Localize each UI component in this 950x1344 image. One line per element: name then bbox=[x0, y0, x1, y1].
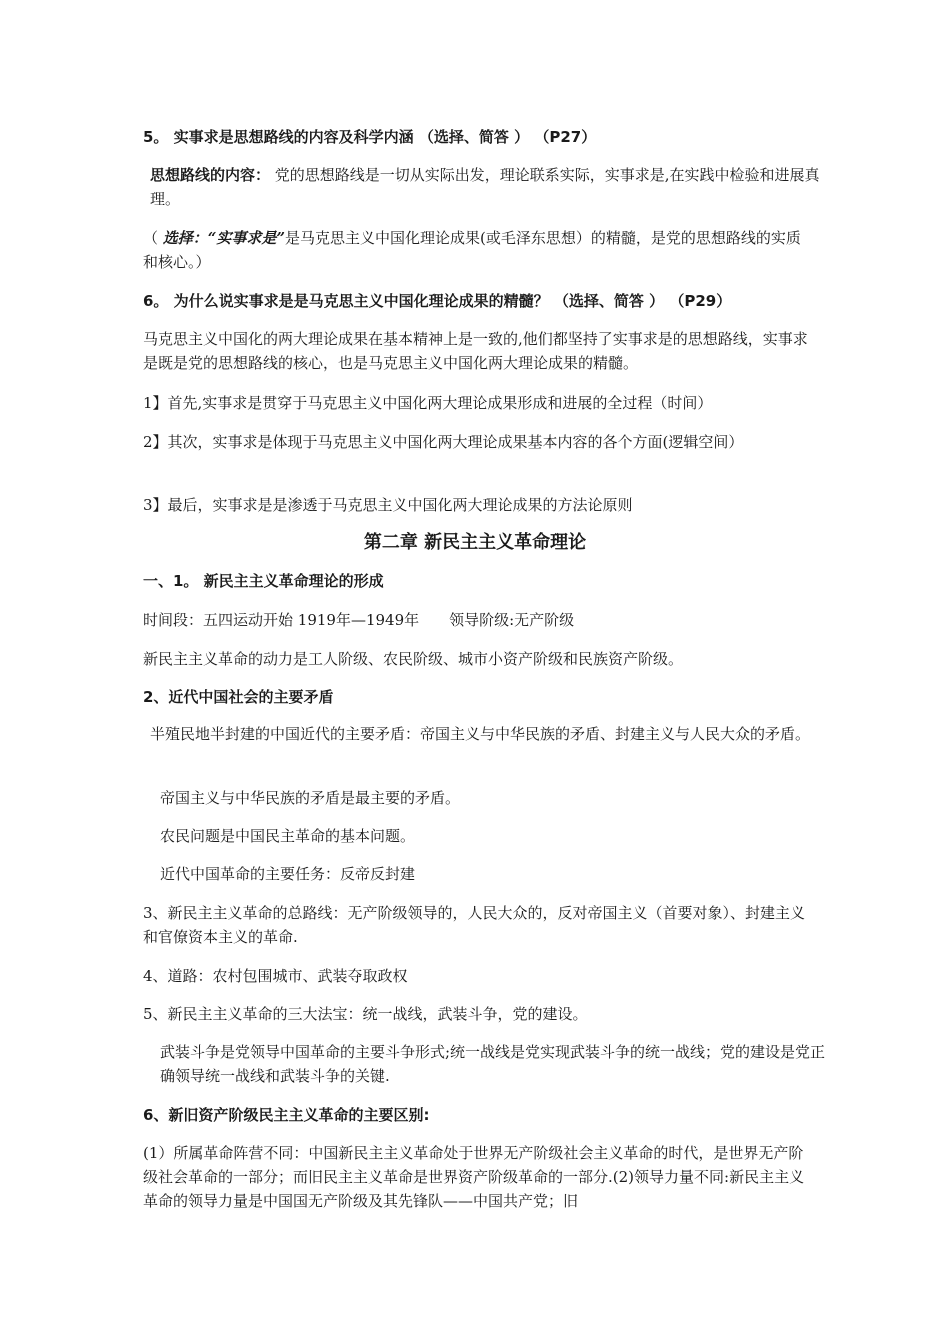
section-6-intro: 马克思主义中国化的两大理论成果在基本精神上是一致的,他们都坚持了实事求是的思想路线，实事求是既是党的思想路线的核心，也是马克思主义中国化两大理论成果的精髓。 bbox=[143, 330, 808, 372]
leading-class: 领导阶级:无产阶级 bbox=[449, 611, 575, 629]
time-range: 时间段：五四运动开始 1919年—1949年 bbox=[143, 611, 420, 629]
chapter-2-s2-p1: 半殖民地半封建的中国近代的主要矛盾：帝国主义与中华民族的矛盾、封建主义与人民大众的矛盾。 bbox=[150, 725, 811, 743]
chapter-2-s1-heading: 一、1。 新民主主义革命理论的形成 bbox=[143, 572, 384, 590]
chapter-2-s5-paragraph: 武装斗争是党领导中国革命的主要斗争形式;统一战线是党实现武装斗争的统一战线；党的建设是党正确领导统一战线和武装斗争的关键. bbox=[160, 1043, 826, 1085]
chapter-2-s2-p4: 近代中国革命的主要任务：反帝反封建 bbox=[160, 865, 416, 883]
chapter-2-s4: 4、道路：农村包围城市、武装夺取政权 bbox=[143, 967, 408, 985]
section-5-choice-note bbox=[143, 226, 813, 274]
chapter-2-s6-heading: 6、新旧资产阶级民主主义革命的主要区别: bbox=[143, 1106, 430, 1124]
chapter-2-s1-time bbox=[143, 608, 813, 632]
section-6-point-2: 2】其次，实事求是体现于马克思主义中国化两大理论成果基本内容的各个方面(逻辑空间） bbox=[143, 433, 744, 451]
content-label: 思想路线的内容： bbox=[150, 166, 271, 184]
choice-label: 选择：“实事求是” bbox=[162, 229, 286, 247]
chapter-2-s2-p2: 帝国主义与中华民族的矛盾是最主要的矛盾。 bbox=[160, 789, 461, 807]
section-6-heading: 6。 为什么说实事求是是马克思主义中国化理论成果的精髓？ （选择、简答 ） （P29） bbox=[143, 292, 732, 310]
chapter-2-s2-p3: 农民问题是中国民主革命的基本问题。 bbox=[160, 827, 416, 845]
chapter-2-s3: 3、新民主主义革命的总路线：无产阶级领导的，人民大众的，反对帝国主义（首要对象）、封建主义和官僚资本主义的革命. bbox=[143, 904, 806, 946]
choice-open: （ bbox=[143, 229, 163, 247]
chapter-2-s1-power: 新民主主义革命的动力是工人阶级、农民阶级、城市小资产阶级和民族资产阶级。 bbox=[143, 650, 684, 668]
chapter-2-s6-paragraph: (1）所属革命阵营不同：中国新民主主义革命处于世界无产阶级社会主义革命的时代，是世界无产阶级社会革命的一部分；而旧民主主义革命是世界资产阶级革命的一部分.(2)领导力量不同:新民主主义革命的领导力量是中国国无产阶级及其先锋队——中国共产党；旧 bbox=[143, 1144, 805, 1210]
section-5-heading: 5。 实事求是思想路线的内容及科学内涵 （选择、简答 ） （P27） bbox=[143, 128, 597, 146]
chapter-2-title: 第二章 新民主主义革命理论 bbox=[363, 532, 587, 553]
choice-text: 是马克思主义中国化理论成果(或毛泽东思想）的精髓，是党的思想路线的实质和核心。） bbox=[143, 229, 801, 271]
section-6-point-1: 1】首先,实事求是贯穿于马克思主义中国化两大理论成果形成和进展的全过程（时间） bbox=[143, 394, 713, 412]
chapter-2-s5: 5、新民主主义革命的三大法宝：统一战线，武装斗争，党的建设。 bbox=[143, 1005, 588, 1023]
section-6-point-3: 3】最后，实事求是是渗透于马克思主义中国化两大理论成果的方法论原则 bbox=[143, 496, 633, 514]
content-text: 党的思想路线是一切从实际出发，理论联系实际，实事求是,在实践中检验和进展真理。 bbox=[150, 166, 820, 208]
chapter-2-s2-heading: 2、近代中国社会的主要矛盾 bbox=[143, 688, 334, 706]
section-5-content bbox=[143, 163, 820, 211]
